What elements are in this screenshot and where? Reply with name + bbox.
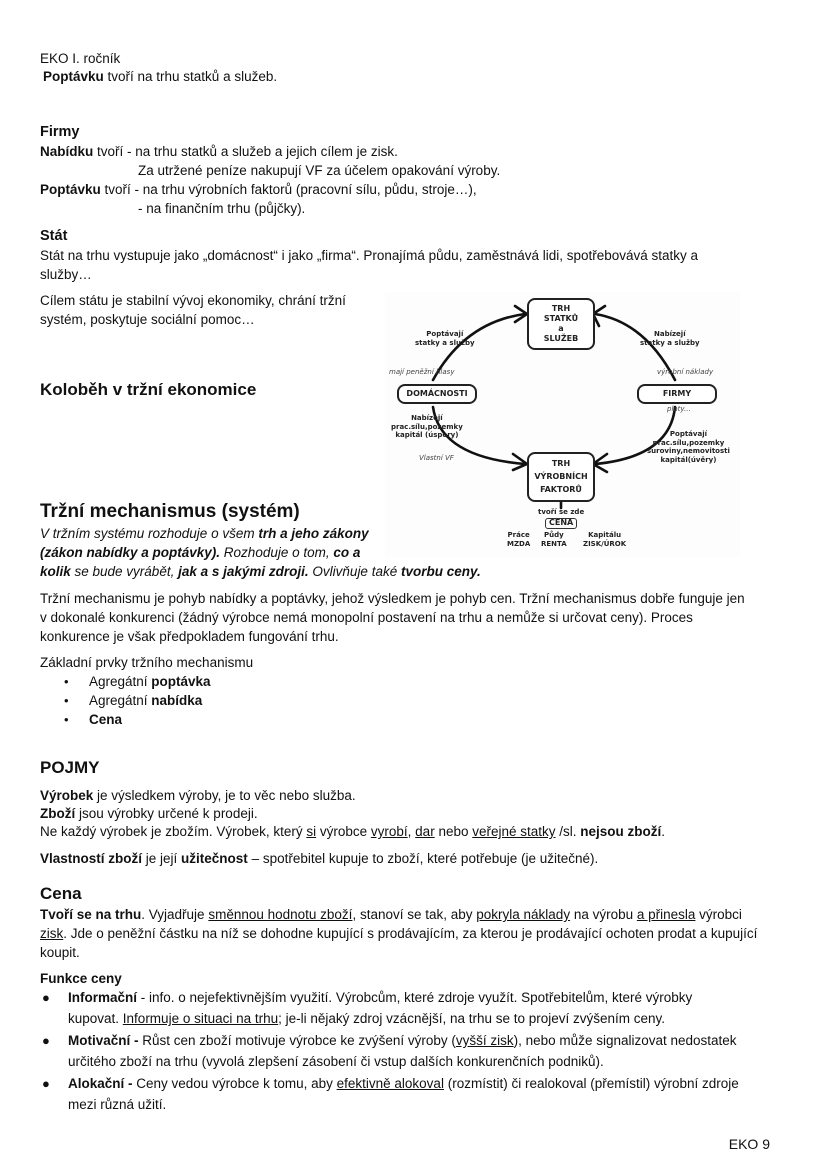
bullet-icon: • <box>64 693 69 708</box>
label-line: Poptávají <box>426 330 464 338</box>
label-line: Nabízejí <box>411 414 443 422</box>
bold-text: Cena <box>89 712 123 727</box>
text: Ne každý výrobek je zbožím. Výrobek, který <box>40 824 307 839</box>
bold-text: nejsou zboží <box>580 824 662 839</box>
bold-text: trh a jeho zákony <box>258 526 369 541</box>
label-own-factors: Vlastní VF <box>419 454 454 462</box>
text: na výrobu <box>570 907 637 922</box>
bold-text: Zboží <box>40 806 76 821</box>
underlined-text: Informuje o situaci na trhu <box>122 1011 279 1026</box>
text: . Jde o peněžní částku na níž se dohodne kupující s prodávajícím, za kterou je prodávající ochoten prodat a kupující <box>63 926 758 941</box>
label-firms-supply <box>640 330 700 347</box>
text: - info. o nejefektivnějším využití. Výrobcům, které zdroje využít. Spotřebitelům, které výrobky <box>137 990 693 1005</box>
heading-pojmy: POJMY <box>40 758 100 777</box>
stat-goal-1: Cílem státu je stabilní vývoj ekonomiky, chrání tržní <box>40 293 346 308</box>
text: výrobci <box>695 907 742 922</box>
underlined-text: pokryla náklady <box>476 907 571 922</box>
text: V tržním systému rozhoduje o všem <box>40 526 259 541</box>
box-firms: FIRMY <box>637 384 717 404</box>
price-box: CENA <box>545 518 577 529</box>
pojmy-vyrobek <box>40 787 356 805</box>
text: , stanoví se tak, aby <box>352 907 477 922</box>
bold-text: Tvoří se na trhu <box>40 907 142 922</box>
label-line: statky a služby <box>415 338 475 347</box>
course-label: EKO I. ročník <box>40 51 121 66</box>
bold-text: Výrobek <box>40 788 94 803</box>
list-item-cont <box>68 1010 665 1028</box>
text: Ceny vedou výrobce k tomu, aby <box>132 1076 337 1091</box>
text: Agregátní <box>89 674 152 689</box>
underlined-text: vyšší zisk <box>455 1033 514 1048</box>
bullet-icon: ● <box>42 1076 50 1091</box>
text: Rozhoduje o tom, <box>220 545 334 560</box>
list-item <box>64 692 202 710</box>
heading-funkce-ceny: Funkce ceny <box>40 971 122 986</box>
mech-para-3: konkurence je však předpokladem fungování trhu. <box>40 629 339 644</box>
nabidka-bold: Nabídku <box>40 144 94 159</box>
page-number: EKO 9 <box>728 1136 770 1152</box>
underlined-text: efektivně alokoval <box>336 1076 444 1091</box>
label-households-demand <box>415 330 475 347</box>
label-line: kapitál(úvěry) <box>660 455 717 464</box>
label-wages: platy... <box>667 405 691 413</box>
box-text: a <box>558 324 564 333</box>
heading-cena: Cena <box>40 884 82 903</box>
label-line: prac.sílu,pozemky <box>652 438 725 447</box>
intro-line <box>43 68 277 86</box>
label-line: MZDA <box>507 539 531 548</box>
label-production-costs: výrobní náklady <box>657 368 714 376</box>
market-cycle-diagram <box>385 292 740 557</box>
stat-goal-2: systém, poskytuje sociální pomoc… <box>40 312 255 327</box>
text: – spotřebitel kupuje to zboží, které potřebuje (je užitečné). <box>247 851 599 866</box>
firmy-nabidka-2: Za utržené peníze nakupují VF za účelem opakování výroby. <box>138 163 501 178</box>
price-type-labor <box>507 531 530 548</box>
mech-elements-title: Základní prvky tržního mechanismu <box>40 655 254 670</box>
text: ), nebo může signalizovat nedostatek <box>513 1033 737 1048</box>
text: je její <box>142 851 182 866</box>
text: , <box>407 824 416 839</box>
text: nebo <box>434 824 473 839</box>
bold-text: (zákon nabídky a poptávky). <box>40 545 221 560</box>
list-item <box>64 711 122 729</box>
label-line: statky a služby <box>640 338 700 347</box>
stat-line-1: Stát na trhu vystupuje jako „domácnost“ i jako „firma“. Pronajímá půdu, zaměstnává lidi, spotřebovává statky a <box>40 248 699 263</box>
text: . <box>661 824 666 839</box>
poptavka-text: tvoří - na trhu výrobních faktorů (pracovní sílu, půdu, stroje…), <box>100 182 477 197</box>
label-line: kapitál (úspory) <box>395 431 459 439</box>
bold-text: kolik <box>40 564 71 579</box>
price-type-capital <box>583 531 626 548</box>
label-money-votes: mají peněžní hlasy <box>389 368 455 376</box>
label-firms-demand <box>647 430 730 464</box>
box-text: SLUŽEB <box>543 334 579 343</box>
cena-line-3: koupit. <box>40 945 80 960</box>
list-item-cont: určitého zboží na trhu (vyvolá zlepšení zásobení či vstup dalších konkurenčních podniků). <box>68 1054 604 1069</box>
label-price-formed: tvoří se zde <box>538 508 585 516</box>
bold-text: Alokační - <box>68 1076 133 1091</box>
underlined-text: veřejné statky <box>472 824 556 839</box>
pojmy-ne-kazdy <box>40 823 665 841</box>
box-text: FAKTORŮ <box>540 485 582 494</box>
box-text: STATKŮ <box>543 314 579 323</box>
box-households: DOMÁCNOSTI <box>397 384 477 404</box>
stat-line-2: služby… <box>40 267 92 282</box>
bullet-icon: • <box>64 674 69 689</box>
mech-para-2: v dokonalé konkurenci (žádný výrobce nemá monopolní postavení na trhu a nemůže si určovat ceny). Proces <box>40 610 693 625</box>
box-text: VÝROBNÍCH <box>534 472 588 481</box>
bold-text: tvorbu ceny. <box>400 564 481 579</box>
bold-text: Vlastností zboží <box>40 851 143 866</box>
bold-text: jak a s jakými zdroji. <box>178 564 309 579</box>
text: výrobce <box>316 824 371 839</box>
label-line: Poptávají <box>669 430 707 438</box>
heading-firmy: Firmy <box>40 124 80 140</box>
mech-italic-3 <box>40 563 481 581</box>
intro-bold: Poptávku <box>43 69 104 84</box>
label-line: Nabízejí <box>653 330 686 338</box>
label-line: Půdy <box>544 531 564 539</box>
price-type-land <box>541 531 567 548</box>
heading-stat: Stát <box>40 228 68 244</box>
text: je výsledkem výroby, je to věc nebo služba. <box>93 788 356 803</box>
label-households-supply <box>391 414 463 440</box>
poptavka-bold: Poptávku <box>40 182 101 197</box>
label-line: suroviny,nemovitosti <box>647 447 730 455</box>
bold-text: co a <box>333 545 361 560</box>
list-item <box>42 989 692 1007</box>
mech-para-1: Tržní mechanismu je pohyb nabídky a poptávky, jehož výsledkem je pohyb cen. Tržní mechanismus dobře funguje jen <box>40 591 745 606</box>
text: (rozmístit) či realokoval (přemístil) výrobní zdroje <box>443 1076 739 1091</box>
underlined-text: si <box>306 824 317 839</box>
list-item-cont: mezi různá užití. <box>68 1097 167 1112</box>
text: Růst cen zboží motivuje výrobce ke zvýšení výroby ( <box>138 1033 456 1048</box>
list-item <box>42 1032 737 1050</box>
text: ; je-li nějaký zdroj vzácnější, na trhu se to projeví zvýšením ceny. <box>278 1011 666 1026</box>
text: jsou výrobky určené k prodeji. <box>75 806 258 821</box>
label-line: RENTA <box>541 539 567 548</box>
underlined-text: směnnou hodnotu zboží <box>208 907 353 922</box>
box-factor-market <box>527 452 595 502</box>
cena-line-1 <box>40 906 742 924</box>
text: kupovat. <box>68 1011 123 1026</box>
underlined-text: vyrobí <box>370 824 408 839</box>
cena-line-2 <box>40 925 757 943</box>
list-item <box>42 1075 739 1093</box>
mech-italic-1 <box>40 525 369 543</box>
bold-text: Informační <box>68 990 138 1005</box>
box-text: TRH <box>551 304 571 313</box>
text: . Vyjadřuje <box>141 907 209 922</box>
mech-italic-2 <box>40 544 360 562</box>
pojmy-vlastnost <box>40 850 598 868</box>
text: /sl. <box>555 824 581 839</box>
bullet-icon: ● <box>42 1033 50 1048</box>
underlined-text: zisk <box>40 926 64 941</box>
bold-text: poptávka <box>151 674 211 689</box>
underlined-text: a přinesla <box>636 907 696 922</box>
bold-text: Motivační - <box>68 1033 139 1048</box>
firmy-poptavka <box>40 181 477 199</box>
firmy-nabidka <box>40 143 398 161</box>
text: Agregátní <box>89 693 152 708</box>
heading-mechanismus: Tržní mechanismus (systém) <box>40 501 300 522</box>
box-market-goods <box>527 298 595 350</box>
firmy-poptavka-2: - na finančním trhu (půjčky). <box>138 201 306 216</box>
label-line: Práce <box>507 531 530 539</box>
heading-kolobeh: Koloběh v tržní ekonomice <box>40 380 257 399</box>
intro-text: tvoří na trhu statků a služeb. <box>103 69 278 84</box>
text: se bude vyrábět, <box>70 564 179 579</box>
pojmy-zbozi <box>40 805 258 823</box>
label-line: Kapitálu <box>588 531 622 539</box>
label-line: prac.sílu,pozemky <box>391 422 463 431</box>
text: Ovlivňuje také <box>308 564 401 579</box>
bullet-icon: • <box>64 712 69 727</box>
bold-text: nabídka <box>151 693 203 708</box>
list-item <box>64 673 211 691</box>
bullet-icon: ● <box>42 990 50 1005</box>
bold-text: užitečnost <box>181 851 248 866</box>
box-text: TRH <box>551 459 571 468</box>
underlined-text: dar <box>415 824 435 839</box>
nabidka-text: tvoří - na trhu statků a služeb a jejich cílem je zisk. <box>93 144 398 159</box>
label-line: ZISK/ÚROK <box>583 539 627 548</box>
